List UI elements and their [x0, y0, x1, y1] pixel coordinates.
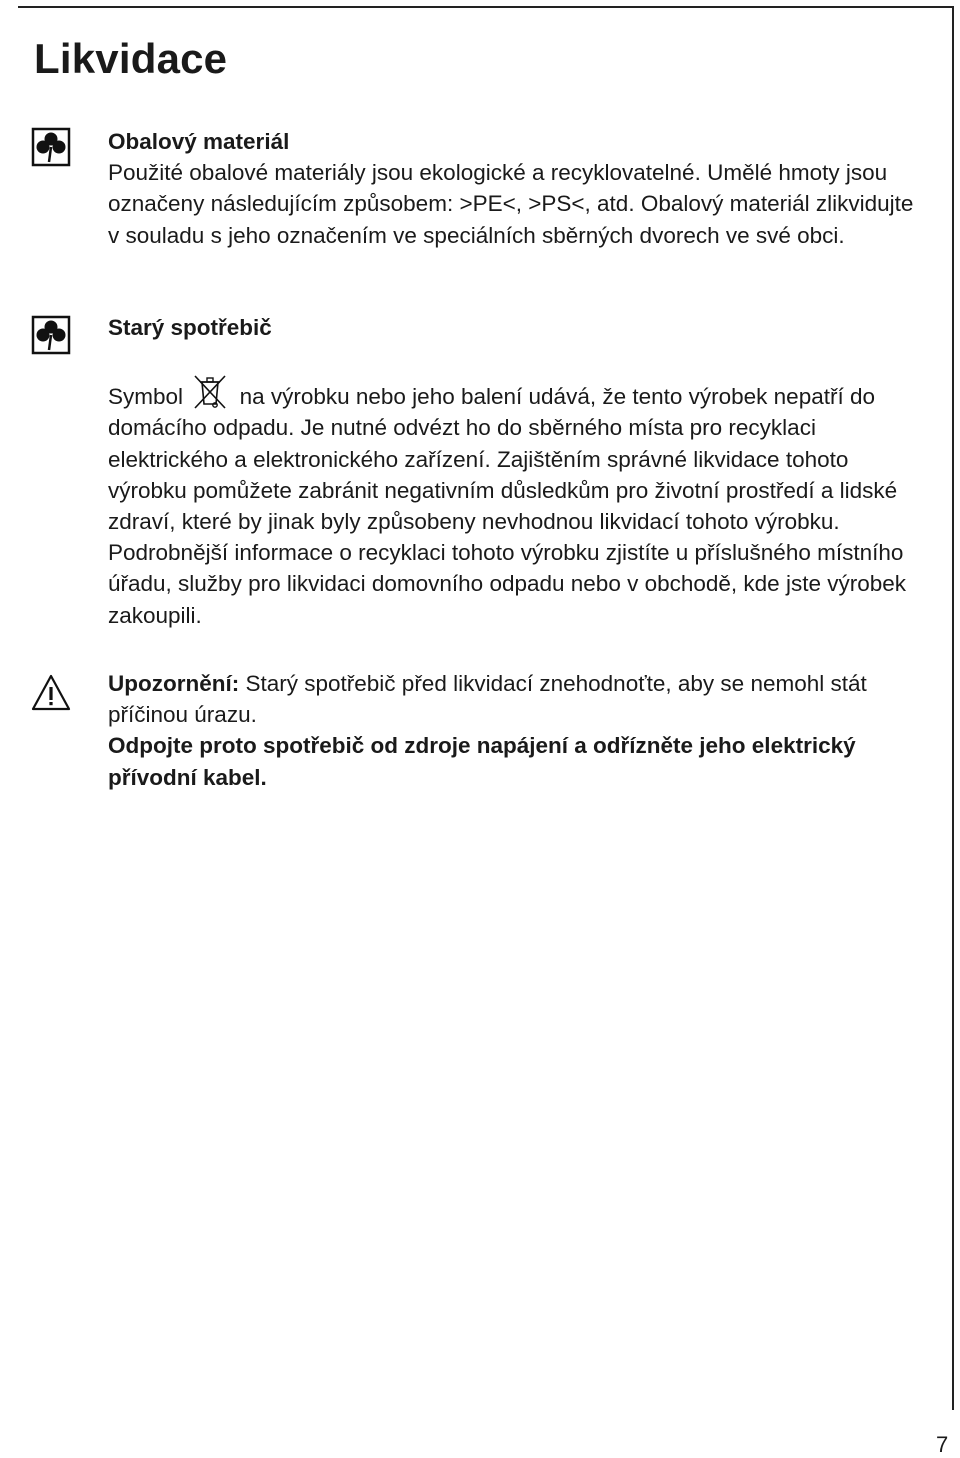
recycling-clover-icon [30, 126, 72, 168]
old-appliance-heading: Starý spotřebič [108, 315, 272, 340]
old-appliance-text [108, 374, 928, 631]
warning-label: Upozornění: [108, 671, 240, 696]
old-appliance-section [108, 312, 928, 631]
recycling-clover-icon [30, 314, 72, 356]
warning-triangle-icon [30, 672, 72, 714]
warning-text [108, 668, 928, 730]
page-frame-top-rule [18, 6, 954, 8]
symbol-prefix: Symbol [108, 384, 184, 410]
packaging-section [108, 126, 928, 251]
crossed-out-wheelie-bin-icon [191, 374, 229, 410]
packaging-heading: Obalový materiál [108, 129, 290, 154]
warning-section [108, 668, 928, 793]
page-title: Likvidace [34, 35, 228, 82]
warning-bold-text: Odpojte proto spotřebič od zdroje napájení a odřízněte jeho elektrický přívodní kabel. [108, 733, 856, 790]
packaging-text: Použité obalové materiály jsou ekologické a recyklovatelné. Umělé hmoty jsou označeny následujícím způsobem: >PE<, >PS<, atd. Obalový materiál zlikvidujte v souladu s jeho označením ve speciálních sběrných dvorech ve své obci. [108, 160, 914, 248]
page-frame-right-rule [952, 6, 954, 1410]
warning-body: Starý spotřebič před likvidací znehodnoťte, aby se nemohl stát příčinou úrazu. [108, 671, 867, 728]
page-number: 7 [936, 1432, 949, 1457]
symbol-suffix-text: na výrobku nebo jeho balení udává, že tento výrobek nepatří do domácího odpadu. Je nutné odvézt ho do sběrného místa pro recyklaci elektrického a elektronického zařízení. Zajištěním správné likvidace tohoto výrobku pomůžete zabránit negativním důsledkům pro životní prostředí a lidské zdraví, které by jinak byly způsobeny nevhodnou likvidací tohoto výrobku. Podrobnější informace o recyklaci tohoto výrobku zjistíte u příslušného místního úřadu, služby pro likvidaci domovního odpadu nebo v obchodě, kde jste výrobek zakoupili. [108, 384, 906, 628]
